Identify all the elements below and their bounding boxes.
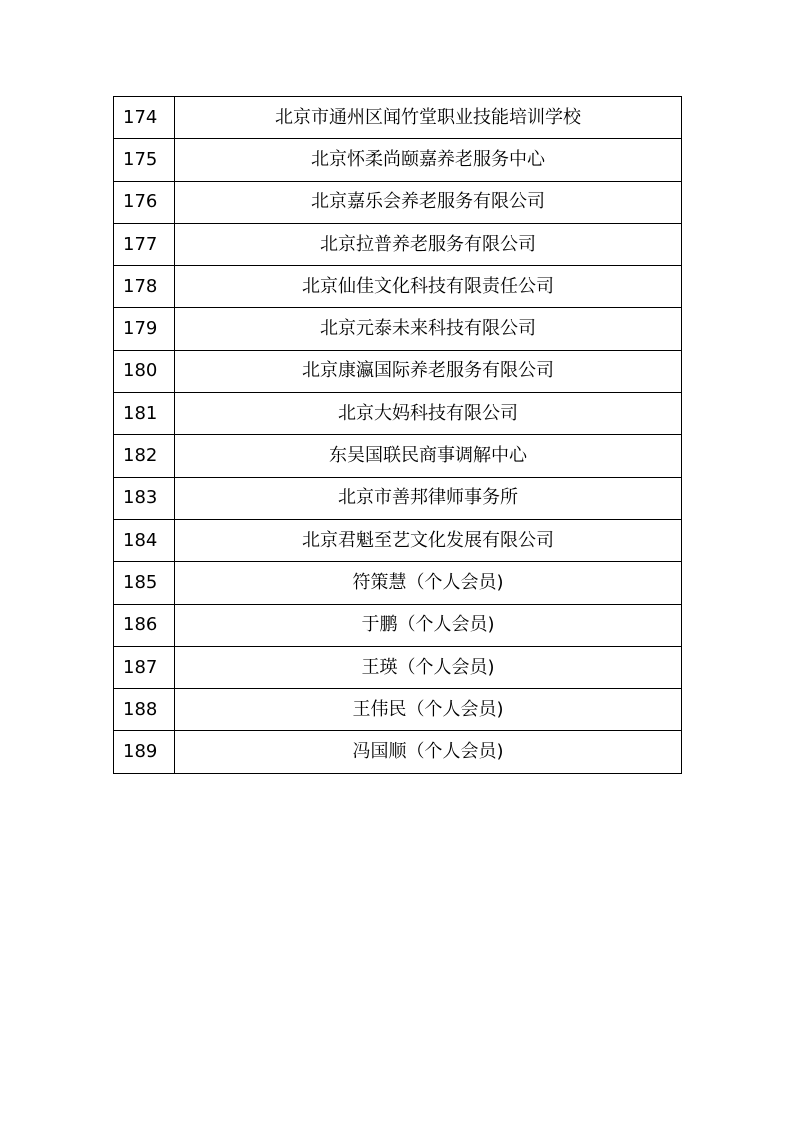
- row-number: 181: [114, 393, 175, 435]
- row-number: 185: [114, 562, 175, 604]
- table-row: [114, 308, 682, 350]
- table-row: [114, 477, 682, 519]
- member-name: 北京市通州区闻竹堂职业技能培训学校: [175, 97, 682, 139]
- table-row: [114, 519, 682, 561]
- table-row: [114, 562, 682, 604]
- row-number: 176: [114, 181, 175, 223]
- row-number: 186: [114, 604, 175, 646]
- row-number: 187: [114, 646, 175, 688]
- table-row: [114, 646, 682, 688]
- table-row: [114, 266, 682, 308]
- member-name: 冯国顺（个人会员): [175, 731, 682, 773]
- row-number: 188: [114, 689, 175, 731]
- row-number: 177: [114, 223, 175, 265]
- member-name: 北京君魁至艺文化发展有限公司: [175, 519, 682, 561]
- member-name: 北京元泰未来科技有限公司: [175, 308, 682, 350]
- member-name: 北京怀柔尚颐嘉养老服务中心: [175, 139, 682, 181]
- table-row: [114, 139, 682, 181]
- member-table-body: [114, 97, 682, 774]
- member-name: 北京拉普养老服务有限公司: [175, 223, 682, 265]
- table-row: [114, 731, 682, 773]
- row-number: 184: [114, 519, 175, 561]
- member-name: 北京市善邦律师事务所: [175, 477, 682, 519]
- table-row: [114, 393, 682, 435]
- table-row: [114, 350, 682, 392]
- table-row: [114, 435, 682, 477]
- member-table: [113, 96, 682, 774]
- table-row: [114, 604, 682, 646]
- row-number: 179: [114, 308, 175, 350]
- row-number: 182: [114, 435, 175, 477]
- member-name: 北京大妈科技有限公司: [175, 393, 682, 435]
- row-number: 189: [114, 731, 175, 773]
- member-name: 北京嘉乐会养老服务有限公司: [175, 181, 682, 223]
- row-number: 183: [114, 477, 175, 519]
- member-name: 符策慧（个人会员): [175, 562, 682, 604]
- table-row: [114, 689, 682, 731]
- table-row: [114, 97, 682, 139]
- member-name: 王伟民（个人会员): [175, 689, 682, 731]
- member-name: 北京康瀛国际养老服务有限公司: [175, 350, 682, 392]
- row-number: 174: [114, 97, 175, 139]
- member-name: 北京仙佳文化科技有限责任公司: [175, 266, 682, 308]
- row-number: 178: [114, 266, 175, 308]
- table-row: [114, 181, 682, 223]
- row-number: 175: [114, 139, 175, 181]
- member-name: 东吴国联民商事调解中心: [175, 435, 682, 477]
- table-row: [114, 223, 682, 265]
- member-name: 王瑛（个人会员): [175, 646, 682, 688]
- row-number: 180: [114, 350, 175, 392]
- member-name: 于鹏（个人会员): [175, 604, 682, 646]
